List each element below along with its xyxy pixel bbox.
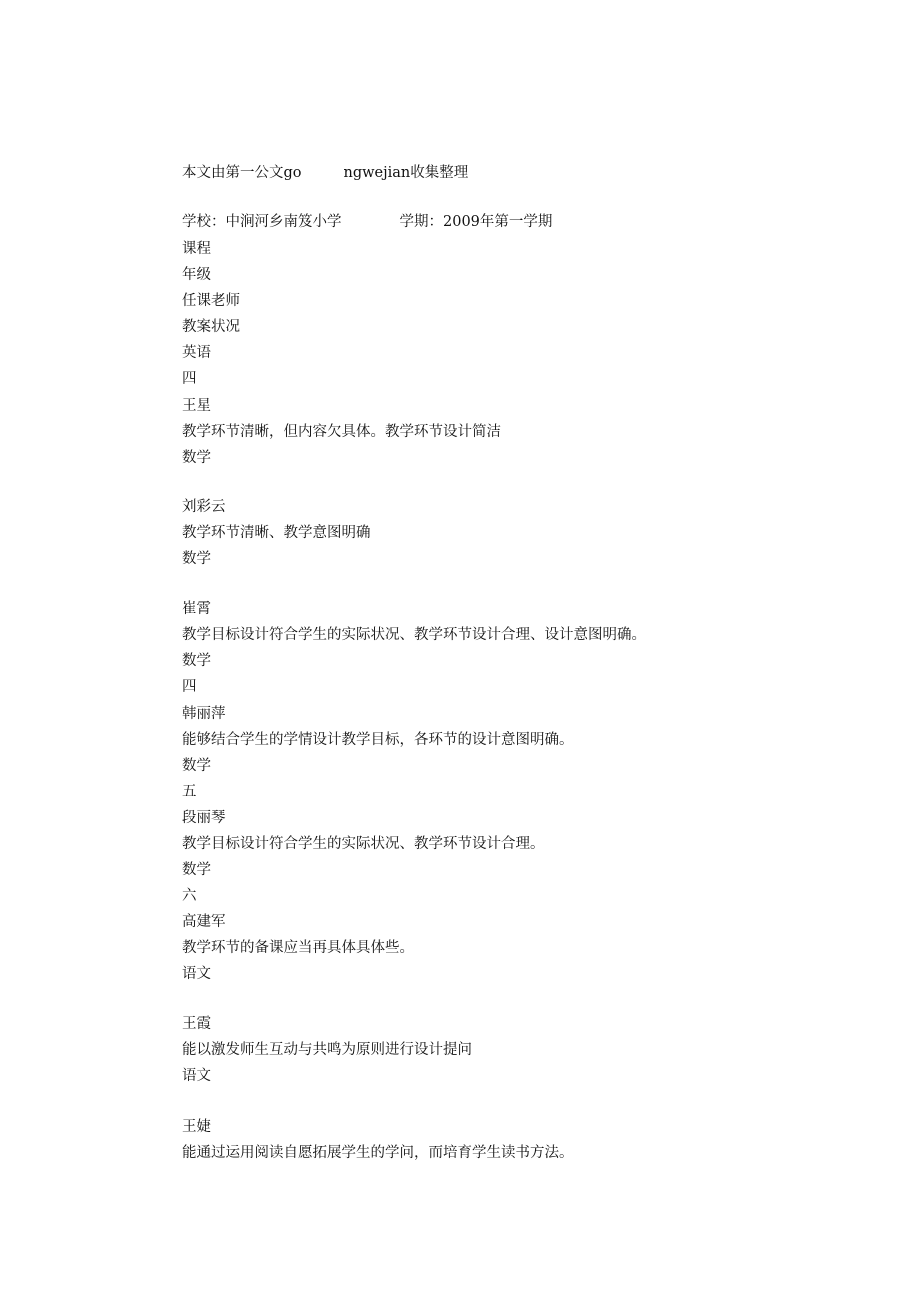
record-teacher: 王星 bbox=[182, 398, 211, 414]
school-label: 学校：中涧河乡南笈小学 bbox=[182, 214, 342, 230]
record-teacher: 段丽琴 bbox=[182, 810, 226, 826]
record-course: 数学 bbox=[182, 758, 211, 774]
record-comment: 教学目标设计符合学生的实际状况、教学环节设计合理。 bbox=[182, 836, 545, 852]
record-teacher: 刘彩云 bbox=[182, 499, 226, 515]
record-course: 数学 bbox=[182, 551, 211, 567]
record-teacher: 韩丽萍 bbox=[182, 706, 226, 722]
term-label: 学期：2009年第一学期 bbox=[399, 214, 553, 230]
record-course: 语文 bbox=[182, 1068, 211, 1084]
record-teacher: 高建军 bbox=[182, 914, 226, 930]
record-comment: 教学环节的备课应当再具体具体些。 bbox=[182, 940, 414, 956]
source-note-part1: 本文由第一公文go bbox=[182, 165, 302, 181]
record-grade: 四 bbox=[182, 679, 197, 695]
record-comment: 能够结合学生的学情设计教学目标，各环节的设计意图明确。 bbox=[182, 732, 574, 748]
record-grade: 五 bbox=[182, 784, 197, 800]
column-header-plan-status: 教案状况 bbox=[182, 319, 240, 335]
column-header-teacher: 任课老师 bbox=[182, 293, 240, 309]
column-header-grade: 年级 bbox=[182, 267, 211, 283]
record-comment: 能通过运用阅读自愿拓展学生的学问，而培育学生读书方法。 bbox=[182, 1145, 574, 1161]
record-comment: 教学环节清晰，但内容欠具体。教学环节设计简洁 bbox=[182, 424, 501, 440]
record-grade: 四 bbox=[182, 371, 197, 387]
record-comment: 教学目标设计符合学生的实际状况、教学环节设计合理、设计意图明确。 bbox=[182, 627, 646, 643]
record-comment: 能以激发师生互动与共鸣为原则进行设计提问 bbox=[182, 1042, 472, 1058]
record-course: 数学 bbox=[182, 862, 211, 878]
record-course: 数学 bbox=[182, 450, 211, 466]
record-teacher: 王婕 bbox=[182, 1119, 211, 1135]
record-course: 语文 bbox=[182, 966, 211, 982]
column-header-course: 课程 bbox=[182, 241, 211, 257]
school-term-line bbox=[182, 212, 552, 232]
record-comment: 教学环节清晰、教学意图明确 bbox=[182, 525, 371, 541]
record-course: 数学 bbox=[182, 653, 211, 669]
record-teacher: 王霞 bbox=[182, 1016, 211, 1032]
source-note bbox=[182, 163, 468, 183]
record-course: 英语 bbox=[182, 345, 211, 361]
record-grade: 六 bbox=[182, 888, 197, 904]
record-teacher: 崔霄 bbox=[182, 601, 211, 617]
source-note-part2: ngwejian收集整理 bbox=[343, 165, 469, 181]
